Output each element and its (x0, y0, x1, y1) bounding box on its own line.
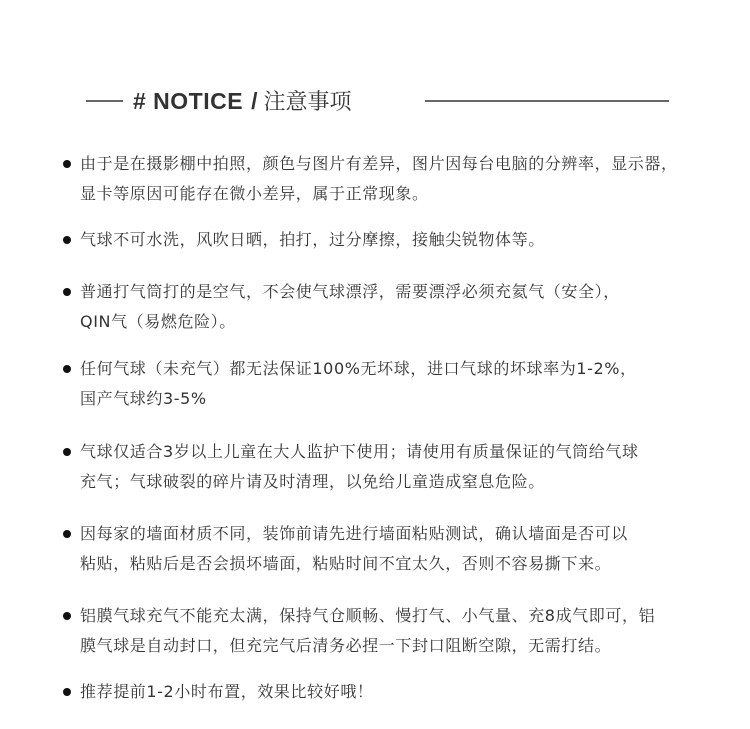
bullet-icon (63, 688, 71, 696)
notice-line: 膜气球是自动封口，但充完气后清务必捏一下封口阻断空隙，无需打结。 (80, 636, 612, 655)
title-separator: / (251, 88, 258, 114)
header-rule-left (86, 100, 123, 102)
bullet-icon (63, 288, 71, 296)
notice-text (80, 354, 710, 414)
notice-text (80, 677, 710, 707)
notice-text (80, 437, 710, 497)
notice-header (0, 84, 750, 118)
header-rule-right (425, 100, 669, 102)
notice-line: 普通打气筒打的是空气，不会使气球漂浮，需要漂浮必须充氦气（安全）， (80, 282, 620, 301)
notice-title-cn: 注意事项 (263, 90, 352, 115)
notice-line: 显卡等原因可能存在微小差异，属于正常现象。 (80, 184, 429, 203)
notice-line: 国产气球约3-5% (80, 389, 207, 408)
notice-line: 气球不可水洗，风吹日晒，拍打，过分摩擦，接触尖锐物体等。 (80, 230, 545, 249)
bullet-icon (63, 365, 71, 373)
bullet-icon (63, 530, 71, 538)
notice-line: 推荐提前1-2小时布置，效果比较好哦！ (80, 682, 374, 701)
notice-line: 气球仅适合3岁以上儿童在大人监护下使用；请使用有质量保证的气筒给气球 (80, 442, 639, 461)
notice-line: 铝膜气球充气不能充太满，保持气仓顺畅、慢打气、小气量、充8成气即可，铝 (80, 606, 656, 625)
notice-text (80, 601, 710, 661)
notice-title (133, 84, 351, 118)
notice-text (80, 519, 710, 579)
notice-text (80, 149, 710, 209)
bullet-icon (63, 612, 71, 620)
notice-line: 任何气球（未充气）都无法保证100%无坏球，进口气球的坏球率为1-2%， (80, 359, 637, 378)
notice-line: 充气；气球破裂的碎片请及时清理，以免给儿童造成窒息危险。 (80, 472, 545, 491)
bullet-icon (63, 236, 71, 244)
notice-title-en: # NOTICE (133, 88, 244, 114)
notice-line: 由于是在摄影棚中拍照，颜色与图片有差异，图片因每台电脑的分辨率，显示器， (80, 154, 678, 173)
bullet-icon (63, 160, 71, 168)
notice-text (80, 277, 710, 337)
notice-line: 粘贴，粘贴后是否会损坏墙面，粘贴时间不宜太久，否则不容易撕下来。 (80, 554, 612, 573)
bullet-icon (63, 448, 71, 456)
notice-text (80, 225, 710, 255)
notice-line: QIN气（易燃危险）。 (80, 312, 236, 331)
notice-line: 因每家的墙面材质不同，装饰前请先进行墙面粘贴测试，确认墙面是否可以 (80, 524, 628, 543)
